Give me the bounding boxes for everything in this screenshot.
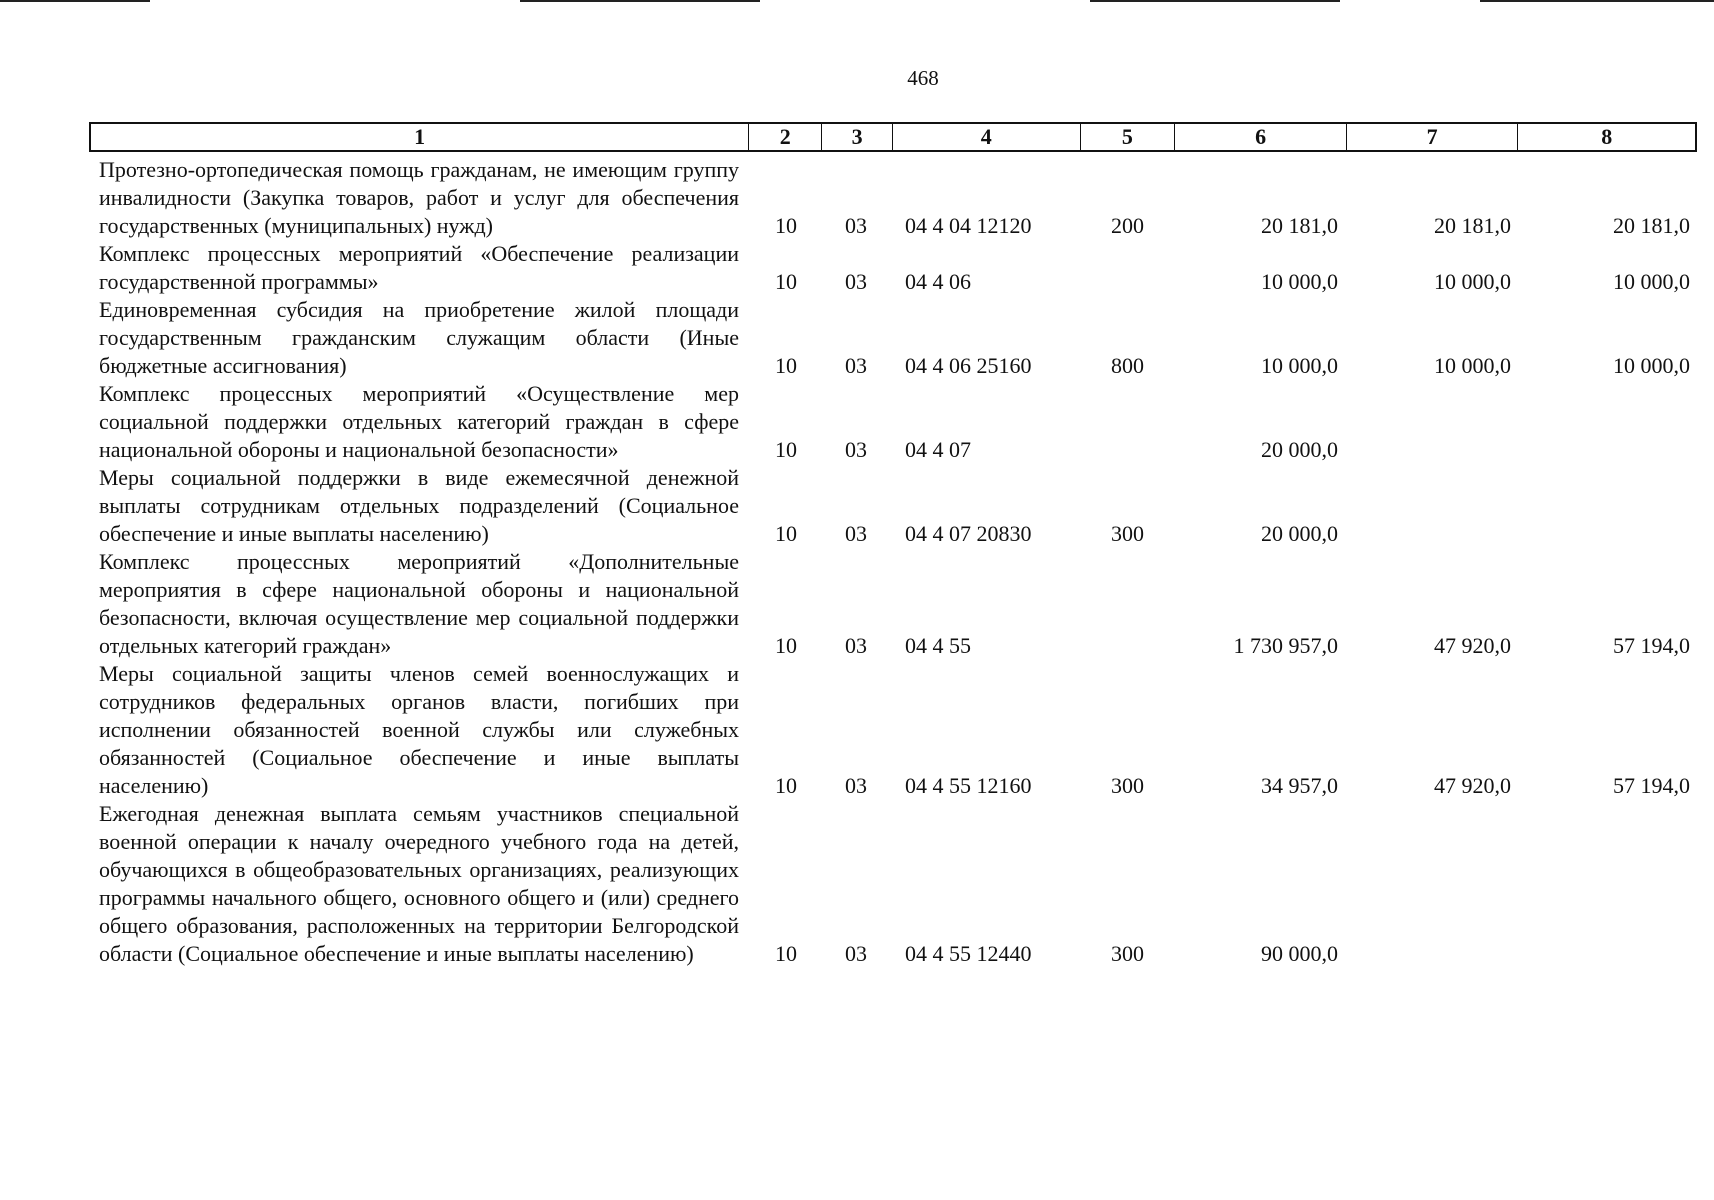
top-rule-center-right xyxy=(1090,0,1340,2)
row-description: Протезно-ортопедическая помощь гражданам, не имеющим группу инвалидности (Закупка товаров, работ и услуг для обеспечения государственных (муниципальных) нужд) xyxy=(99,157,739,238)
cell-section: 10 xyxy=(775,633,797,658)
cell-amount-col7: 10 000,0 xyxy=(1434,269,1511,294)
cell-target-article: 04 4 06 25160 xyxy=(905,353,1032,378)
cell-amount-col7: 10 000,0 xyxy=(1434,353,1511,378)
cell-expense-type: 200 xyxy=(1111,213,1144,238)
cell-expense-type: 300 xyxy=(1111,521,1144,546)
cell-amount-col8: 10 000,0 xyxy=(1613,353,1690,378)
cell-target-article: 04 4 55 xyxy=(905,633,971,658)
header-col-2: 2 xyxy=(749,124,822,150)
row-description: Меры социальной защиты членов семей военнослужащих и сотрудников федеральных органов власти, погибших при исполнении обязанностей военной службы или служебных обязанностей (Социальное обеспечение и иные выплаты населению) xyxy=(99,661,739,798)
cell-amount-col6: 34 957,0 xyxy=(1261,773,1338,798)
cell-subsection: 03 xyxy=(845,353,867,378)
cell-subsection: 03 xyxy=(845,941,867,966)
cell-target-article: 04 4 04 12120 xyxy=(905,213,1032,238)
cell-section: 10 xyxy=(775,941,797,966)
cell-section: 10 xyxy=(775,521,797,546)
top-rule-center-left xyxy=(520,0,760,2)
header-col-7: 7 xyxy=(1347,124,1519,150)
row-description: Комплекс процессных мероприятий «Дополнительные мероприятия в сфере национальной обороны и национальной безопасности, включая осуществление мер социальной поддержки отдельных категорий граждан» xyxy=(99,549,739,658)
top-rule-right xyxy=(1480,0,1714,2)
cell-amount-col7: 20 181,0 xyxy=(1434,213,1511,238)
cell-amount-col6: 1 730 957,0 xyxy=(1233,633,1338,658)
top-rule-left xyxy=(0,0,150,2)
cell-amount-col6: 20 000,0 xyxy=(1261,521,1338,546)
header-col-1: 1 xyxy=(91,124,749,150)
cell-target-article: 04 4 06 xyxy=(905,269,971,294)
table-row xyxy=(0,240,1714,296)
table-row xyxy=(0,380,1714,464)
row-description: Единовременная субсидия на приобретение жилой площади государственным гражданским служащим области (Иные бюджетные ассигнования) xyxy=(99,297,739,378)
cell-amount-col6: 90 000,0 xyxy=(1261,941,1338,966)
page-number: 468 xyxy=(907,66,939,90)
cell-expense-type: 300 xyxy=(1111,773,1144,798)
cell-subsection: 03 xyxy=(845,633,867,658)
header-col-3: 3 xyxy=(822,124,893,150)
table-row xyxy=(0,464,1714,548)
header-col-6: 6 xyxy=(1175,124,1347,150)
table-row xyxy=(0,548,1714,660)
cell-amount-col6: 20 181,0 xyxy=(1261,213,1338,238)
cell-subsection: 03 xyxy=(845,269,867,294)
cell-amount-col8: 20 181,0 xyxy=(1613,213,1690,238)
cell-target-article: 04 4 55 12440 xyxy=(905,941,1032,966)
cell-amount-col8: 57 194,0 xyxy=(1613,773,1690,798)
cell-amount-col7: 47 920,0 xyxy=(1434,633,1511,658)
cell-amount-col8: 10 000,0 xyxy=(1613,269,1690,294)
row-description: Ежегодная денежная выплата семьям участников специальной военной операции к началу очередного учебного года на детей, обучающихся в общеобразовательных организациях, реализующих программы начального общего, основного общего и (или) среднего общего образования, расположенных на территории Белгородской области (Социальное обеспечение и иные выплаты населению) xyxy=(99,801,739,966)
cell-section: 10 xyxy=(775,213,797,238)
cell-subsection: 03 xyxy=(845,437,867,462)
cell-expense-type: 800 xyxy=(1111,353,1144,378)
table-row xyxy=(0,800,1714,968)
table-column-header xyxy=(89,122,1697,152)
cell-amount-col6: 10 000,0 xyxy=(1261,353,1338,378)
cell-amount-col7: 47 920,0 xyxy=(1434,773,1511,798)
header-col-4: 4 xyxy=(893,124,1081,150)
cell-target-article: 04 4 55 12160 xyxy=(905,773,1032,798)
cell-section: 10 xyxy=(775,437,797,462)
cell-target-article: 04 4 07 20830 xyxy=(905,521,1032,546)
header-col-5: 5 xyxy=(1081,124,1176,150)
cell-amount-col6: 10 000,0 xyxy=(1261,269,1338,294)
cell-expense-type: 300 xyxy=(1111,941,1144,966)
cell-section: 10 xyxy=(775,773,797,798)
table-row xyxy=(0,156,1714,240)
table-row xyxy=(0,660,1714,800)
table-row xyxy=(0,296,1714,380)
row-description: Комплекс процессных мероприятий «Осуществление мер социальной поддержки отдельных категорий граждан в сфере национальной обороны и национальной безопасности» xyxy=(99,381,739,462)
cell-section: 10 xyxy=(775,353,797,378)
header-col-8: 8 xyxy=(1601,124,1613,149)
cell-target-article: 04 4 07 xyxy=(905,437,971,462)
cell-section: 10 xyxy=(775,269,797,294)
table-body xyxy=(0,156,1714,968)
cell-subsection: 03 xyxy=(845,213,867,238)
cell-amount-col8: 57 194,0 xyxy=(1613,633,1690,658)
cell-subsection: 03 xyxy=(845,773,867,798)
cell-amount-col6: 20 000,0 xyxy=(1261,437,1338,462)
row-description: Меры социальной поддержки в виде ежемесячной денежной выплаты сотрудникам отдельных подразделений (Социальное обеспечение и иные выплаты населению) xyxy=(99,465,739,546)
row-description: Комплекс процессных мероприятий «Обеспечение реализации государственной программы» xyxy=(99,241,739,294)
cell-subsection: 03 xyxy=(845,521,867,546)
